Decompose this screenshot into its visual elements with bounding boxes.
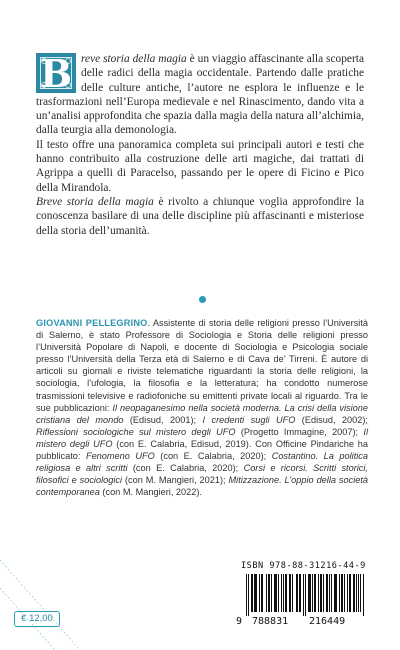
blurb-text: è rivolto a chiunque voglia approfondire la conoscenza basilare di una delle discipline più affascinanti e misteriose della storia dell’umanità. (36, 195, 364, 237)
publication-title: Riflessioni sociologiche sul mistero degli UFO (36, 426, 236, 437)
publication-title: Corsi e ricorsi. Scritti storici, filosofici e sociologici (36, 463, 368, 486)
barcode-digit-lead: 9 (236, 616, 243, 627)
publication-info: (Progetto Immagine, 2007); (235, 426, 364, 437)
decorative-dashed-lines (0, 560, 120, 650)
publication-info: (con E. Calabria, 2020); (154, 451, 272, 462)
blurb-paragraph-2: Il testo offre una panoramica completa sui principali autori e testi che hanno contribuito alla costruzione delle arti magiche, dai trattati di Agrippa a quelli di Paracelso, passando per le opere di Ficino e Pico della Mirandola. (36, 138, 364, 194)
isbn-number: ISBN 978-88-31216-44-9 (241, 561, 366, 571)
publication-info: (con E. Calabria, Edisud, 2019). Con Officine Pindariche ha pubblicato: (36, 438, 368, 462)
publication-info: (con M. Mangieri, 2021); (122, 475, 229, 486)
dropcap-ornament (36, 51, 76, 96)
publication-title: Costantino. La politica religiosa e altri scritti (36, 451, 368, 474)
blurb-paragraph-1 (36, 52, 364, 138)
publication-info: (Edisud, 2002); (295, 414, 368, 425)
book-title-inline: reve storia della magia (81, 53, 187, 65)
blurb-text: è un viaggio affascinante alla scoperta delle radici della magia occidentale. Partendo dalle pratiche delle culture antiche, l’autore ne esplora le influenze e le trasformazioni nell’Europa medievale e nel Rinascimento, dando vita a un’analisi approfondita che spazia dalla magia della natura all’alchimia, dalla teurgia alla demonologia. (36, 53, 365, 137)
publication-title: Il neopaganesimo nella società moderna. La crisi della visione cristiana del mondo (36, 402, 369, 425)
barcode-digits-right: 216449 (309, 616, 346, 627)
publication-info: (con E. Calabria, 2020); (127, 463, 244, 474)
price-tag: € 12,00 (14, 611, 60, 627)
publication-info: (con M. Mangieri, 2022). (99, 487, 202, 498)
back-cover-blurb (36, 52, 364, 238)
publication-title: Fenomeno UFO (85, 451, 155, 462)
author-name: GIOVANNI PELLEGRINO (36, 318, 148, 328)
bio-text: . Assistente di storia delle religioni presso l’Università di Salerno, è stato Professore di Sociologia e Storia delle religioni presso l’Università Popolare di Napoli, e docente di Sociologia e Psicologia sociale presso l’Università della Terza età di Salerno e di Cava de’ Tirreni. È autore di articoli su giornali e riviste telematiche riguardanti la storia delle religioni, la sociologia, l’ufologia, la filosofia e la letteratura; ha condotto numerose trasmissioni televisive e radiofoniche su emittenti private locali al riguardo. Tra le sue pubblicazioni: (36, 318, 369, 413)
publication-title: I credenti sugli UFO (202, 414, 296, 425)
publication-info: (Edisud, 2001); (123, 414, 203, 425)
blurb-paragraph-3 (36, 195, 364, 238)
publication-title: Mitizzazione. L’oppio della società contemporanea (36, 475, 369, 498)
isbn-barcode (236, 560, 371, 630)
publication-title: Il mistero degli UFO (36, 426, 368, 449)
book-title-inline: Breve storia della magia (36, 195, 154, 208)
section-divider-dot (199, 296, 206, 303)
dropcap-letter: B (39, 51, 73, 96)
barcode-bars (246, 574, 364, 616)
author-bio (36, 317, 368, 498)
barcode-digits-left: 788831 (252, 616, 289, 627)
